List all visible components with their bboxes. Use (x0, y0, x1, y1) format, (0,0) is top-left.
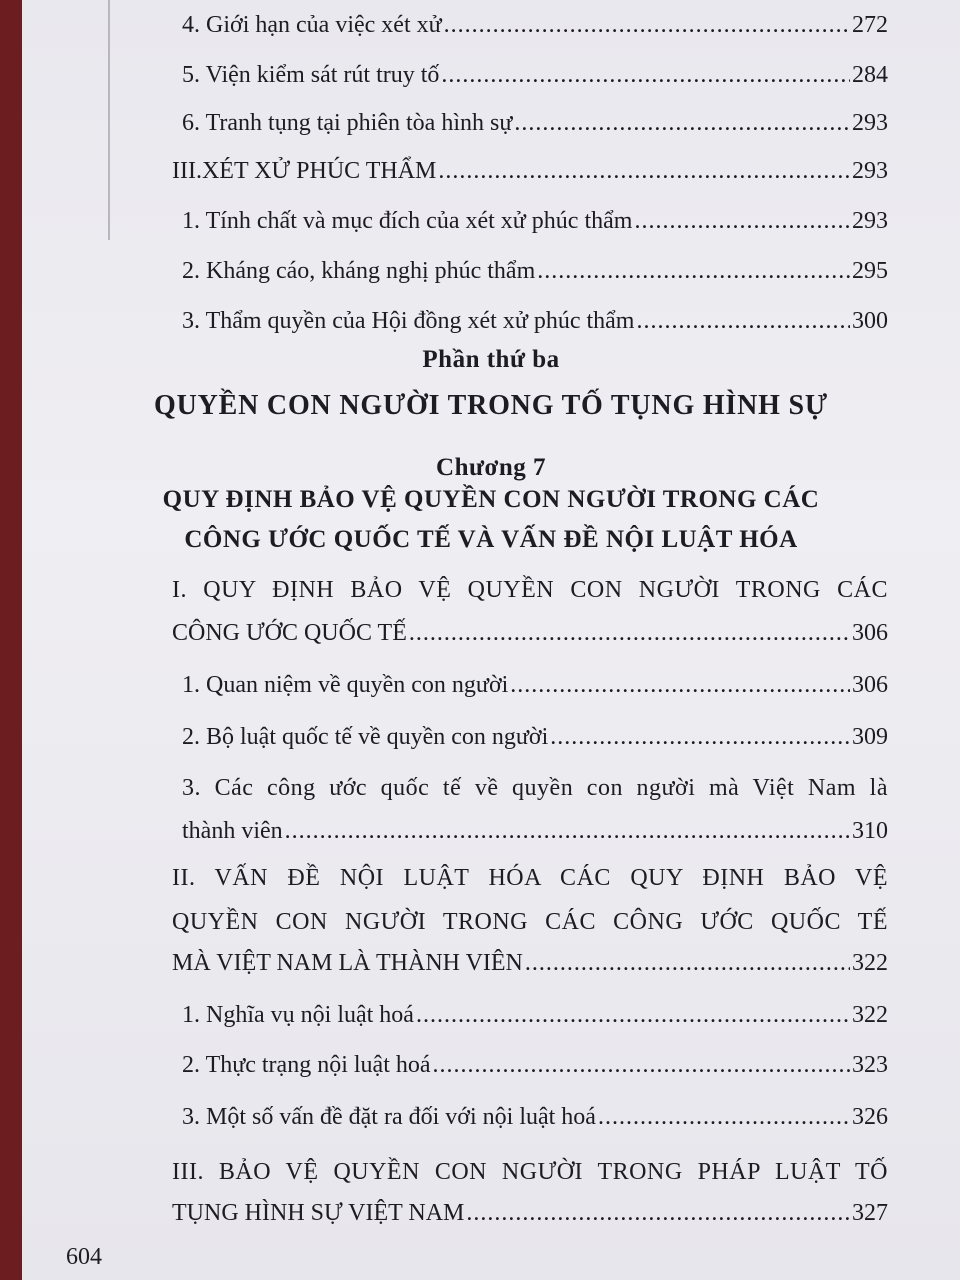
toc-entry (182, 1000, 888, 1030)
dot-leader (525, 948, 850, 978)
chapter-label: Chương 7 (436, 454, 546, 481)
toc-entry (182, 1050, 888, 1080)
toc-entry-page: 309 (852, 724, 888, 750)
dot-leader (537, 256, 850, 286)
toc-entry-page: 293 (852, 158, 888, 184)
dot-leader (438, 156, 850, 186)
toc-entry-title: TỤNG HÌNH SỰ VIỆT NAM (172, 1200, 465, 1226)
toc-entry (182, 256, 888, 286)
section-title-line: QUYỀN CON NGƯỜI TRONG CÁC CÔNG ƯỚC QUỐC TẾ (172, 909, 888, 935)
margin-rule (108, 0, 110, 240)
toc-entry-title: 1. Quan niệm về quyền con người (182, 672, 509, 698)
toc-entry-page: 322 (852, 950, 888, 976)
dot-leader (514, 108, 850, 138)
dot-leader (634, 206, 850, 236)
toc-entry-page: 323 (852, 1052, 888, 1078)
toc-section-entry (172, 618, 888, 648)
toc-entry (182, 670, 888, 700)
section-title-line: I. QUY ĐỊNH BẢO VỆ QUYỀN CON NGƯỜI TRONG CÁC (172, 577, 888, 603)
dot-leader (550, 722, 850, 752)
toc-entry (182, 108, 888, 138)
toc-entry (182, 206, 888, 236)
toc-entry-title: III.XÉT XỬ PHÚC THẨM (172, 158, 437, 184)
toc-entry-title: 4. Giới hạn của việc xét xử (182, 12, 442, 38)
toc-entry-page: 322 (852, 1002, 888, 1028)
dot-leader (444, 10, 850, 40)
toc-entry (182, 722, 888, 752)
toc-entry-page: 300 (852, 308, 888, 334)
toc-entry-title-line: 3. Các công ước quốc tế về quyền con người mà Việt Nam là (182, 775, 888, 801)
toc-entry-title: 1. Tính chất và mục đích của xét xử phúc thẩm (182, 208, 633, 234)
toc-entry-title: thành viên (182, 818, 283, 844)
toc-entry-page: 293 (852, 208, 888, 234)
toc-entry-page: 293 (852, 110, 888, 136)
dot-leader (510, 670, 850, 700)
toc-entry-page: 306 (852, 672, 888, 698)
toc-entry (182, 1102, 888, 1132)
toc-entry-title: 1. Nghĩa vụ nội luật hoá (182, 1002, 414, 1028)
toc-entry-page: 326 (852, 1104, 888, 1130)
toc-entry-title: 2. Thực trạng nội luật hoá (182, 1052, 431, 1078)
toc-entry-page: 327 (852, 1200, 888, 1226)
toc-section-entry (172, 948, 888, 978)
dot-leader (285, 816, 850, 846)
toc-entry-title: MÀ VIỆT NAM LÀ THÀNH VIÊN (172, 950, 523, 976)
chapter-title-line1: QUY ĐỊNH BẢO VỆ QUYỀN CON NGƯỜI TRONG CÁC (162, 486, 820, 513)
toc-section-entry (172, 156, 888, 186)
toc-entry-page: 310 (852, 818, 888, 844)
toc-entry (182, 60, 888, 90)
dot-leader (416, 1000, 850, 1030)
chapter-title-line2: CÔNG ƯỚC QUỐC TẾ VÀ VẤN ĐỀ NỘI LUẬT HÓA (184, 526, 798, 553)
part-title: QUYỀN CON NGƯỜI TRONG TỐ TỤNG HÌNH SỰ (154, 390, 828, 421)
dot-leader (441, 60, 850, 90)
toc-entry-page: 272 (852, 12, 888, 38)
toc-entry-title: CÔNG ƯỚC QUỐC TẾ (172, 620, 407, 646)
toc-entry-title: 3. Một số vấn đề đặt ra đối với nội luật hoá (182, 1104, 596, 1130)
dot-leader (409, 618, 850, 648)
toc-entry-title: 2. Kháng cáo, kháng nghị phúc thẩm (182, 258, 536, 284)
toc-entry-title: 3. Thẩm quyền của Hội đồng xét xử phúc thẩm (182, 308, 635, 334)
toc-entry-page: 295 (852, 258, 888, 284)
book-page (22, 0, 960, 1280)
toc-entry-title: 2. Bộ luật quốc tế về quyền con người (182, 724, 549, 750)
toc-entry-page: 306 (852, 620, 888, 646)
dot-leader (598, 1102, 850, 1132)
toc-entry-title: 5. Viện kiểm sát rút truy tố (182, 62, 440, 88)
section-title-line: II. VẤN ĐỀ NỘI LUẬT HÓA CÁC QUY ĐỊNH BẢO VỆ (172, 865, 888, 891)
dot-leader (466, 1198, 850, 1228)
toc-entry-title: 6. Tranh tụng tại phiên tòa hình sự (182, 110, 513, 136)
toc-entry (182, 10, 888, 40)
page-number: 604 (66, 1244, 102, 1270)
dot-leader (636, 306, 850, 336)
part-label: Phần thứ ba (422, 346, 560, 373)
toc-entry (182, 306, 888, 336)
dot-leader (433, 1050, 850, 1080)
toc-entry-page: 284 (852, 62, 888, 88)
toc-entry (182, 816, 888, 846)
toc-section-entry (172, 1198, 888, 1228)
section-title-line: III. BẢO VỆ QUYỀN CON NGƯỜI TRONG PHÁP LUẬT TỐ (172, 1159, 888, 1185)
